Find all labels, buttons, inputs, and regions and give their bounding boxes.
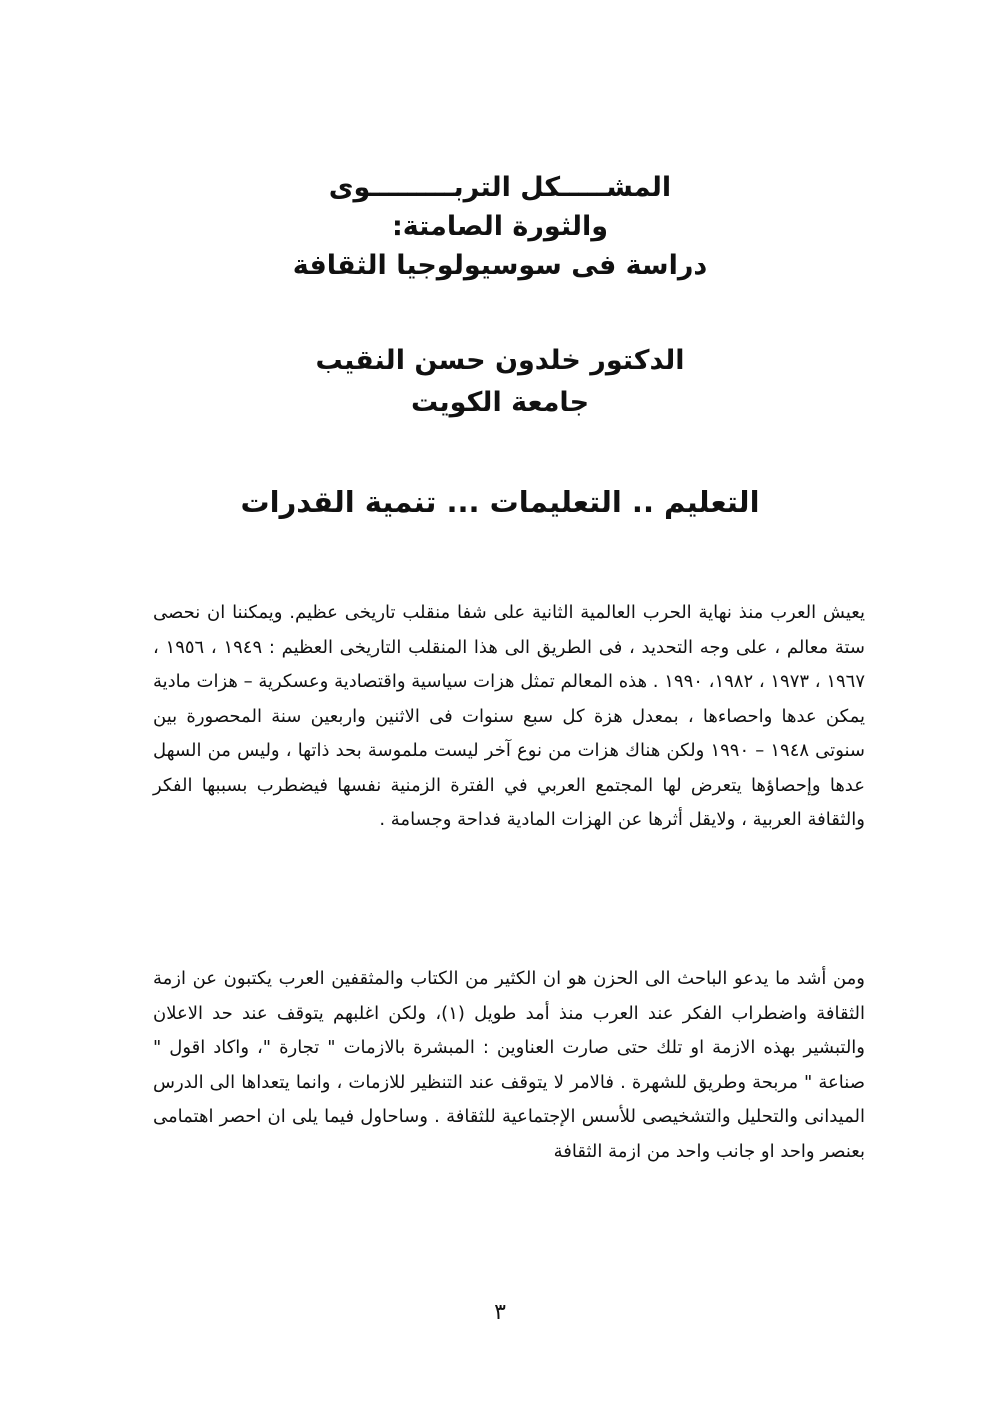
section-heading: التعليم .. التعليمات ... تنمية القدرات xyxy=(240,485,760,519)
page-number: ٣ xyxy=(494,1300,506,1325)
author-name: الدكتور خلدون حسن النقيب xyxy=(315,345,685,376)
body-paragraph: يعيش العرب منذ نهاية الحرب العالمية الثانية على شفا منقلب تاريخى عظيم. ويمكننا ان نحصى ستة معالم ، على وجه التحديد ، فى الطريق الى هذا المنقلب التاريخى العظيم : ١٩٤٩ ، ١٩٥٦ ، ١٩٦٧ ، ١٩٧٣ ، ١٩٨٢، ١٩٩٠ . هذه المعالم تمثل هزات سياسية واقتصادية وعسكرية – هزات مادية يمكن عدها واحصاءها ، بمعدل هزة كل سبع سنوات فى الاثنين واربعين سنة المحصورة بين سنوتى ١٩٤٨ – ١٩٩٠ ولكن هناك هزات من نوع آخر ليست ملموسة بحد ذاتها ، وليس من السهل عدها وإحصاؤها يتعرض لها المجتمع العربي في الفترة الزمنية نفسها فيضطرب بسببها الفكر والثقافة العربية ، ولايقل أثرها عن الهزات المادية فداحة وجسامة . xyxy=(152,602,865,830)
body-paragraph: ومن أشد ما يدعو الباحث الى الحزن هو ان الكثير من الكتاب والمثقفين العرب يكتبون عن ازمة الثقافة واضطراب الفكر عند العرب منذ أمد طويل (١)، ولكن اغلبهم يتوقف عند حد الاعلان والتبشير بهذه الازمة او تلك حتى صارت العناوين : المبشرة بالازمات " تجارة "، واكاد اقول " صناعة " مربحة وطريق للشهرة . فالامر لا يتوقف عند التنظير للازمات ، وانما يتعداها الى الدرس الميدانى والتحليل والتشخيصى للأسس الإجتماعية للثقافة . وساحاول فيما يلى ان احصر اهتمامى بعنصر واحد او جانب واحد من ازمة الثقافة xyxy=(153,968,866,1162)
title-line: المشـــــكل التربـــــــــوى xyxy=(328,172,672,203)
document-title xyxy=(0,168,1000,285)
title-line: دراسة فى سوسيولوجيا الثقافة xyxy=(292,250,708,281)
author-affiliation: جامعة الكويت xyxy=(410,387,590,418)
author-block xyxy=(0,340,1000,424)
title-line: والثورة الصامتة: xyxy=(391,211,609,242)
